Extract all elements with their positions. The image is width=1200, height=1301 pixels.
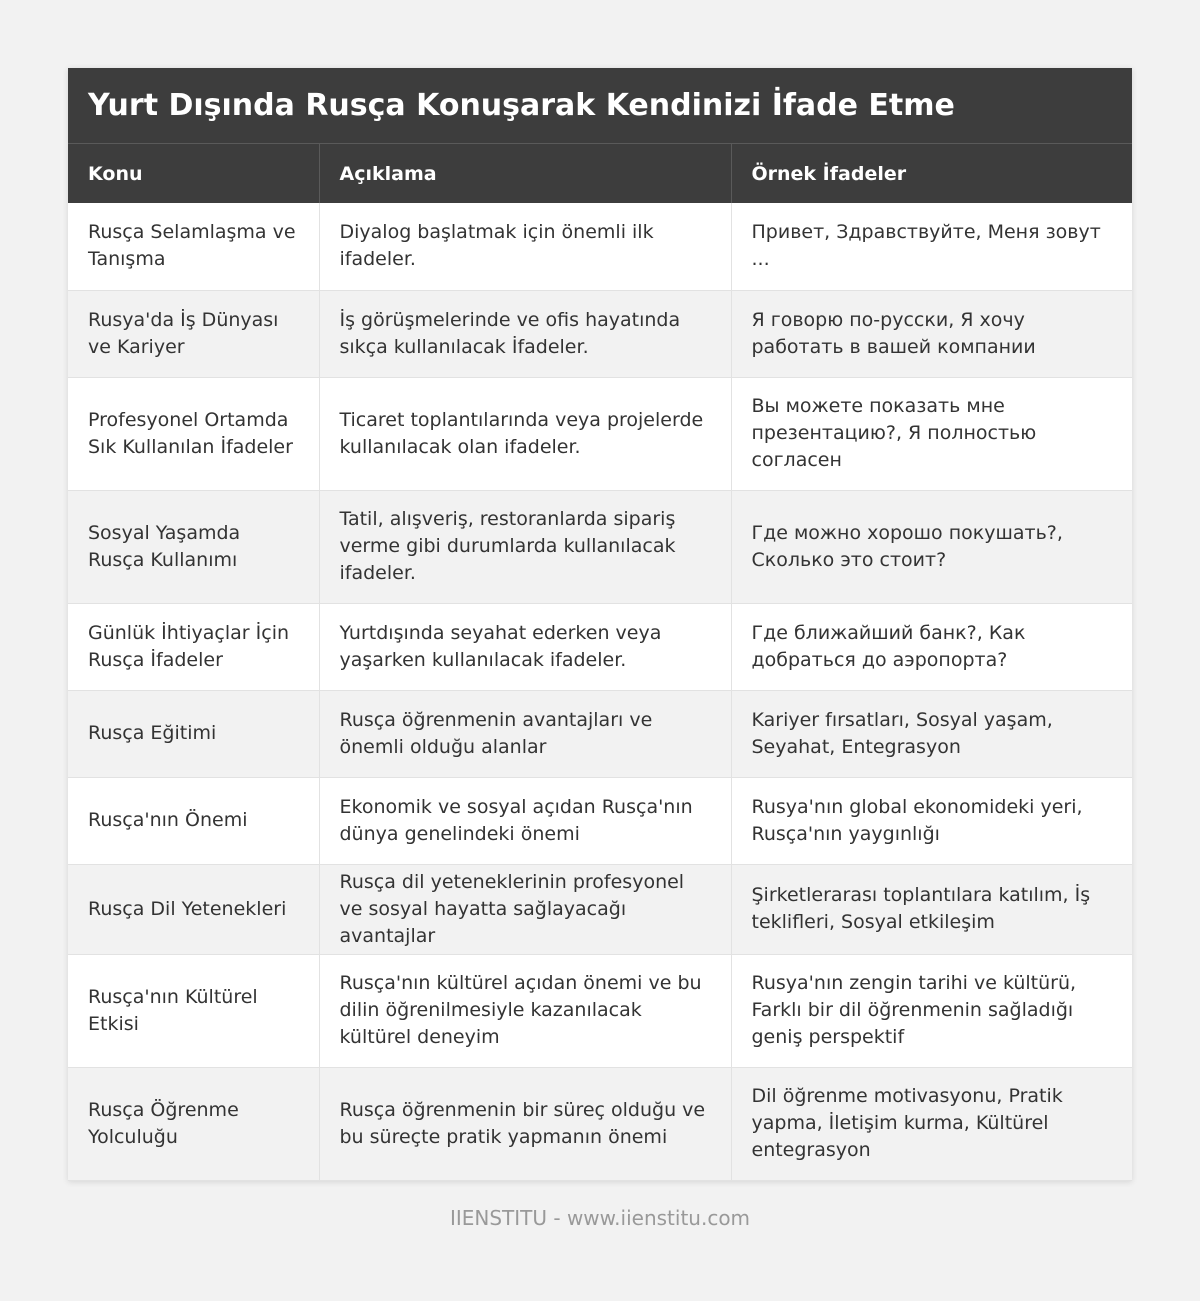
cell-examples: Где ближайший банк?, Как добраться до аэропорта? [731, 603, 1132, 690]
table-row [68, 603, 1132, 690]
table-row [68, 290, 1132, 377]
cell-description: İş görüşmelerinde ve ofis hayatında sıkça kullanılacak İfadeler. [319, 290, 731, 377]
cell-topic: Rusya'da İş Dünyası ve Kariyer [68, 290, 319, 377]
table-row [68, 777, 1132, 864]
table-row [68, 864, 1132, 954]
column-header-examples: Örnek İfadeler [731, 144, 1132, 203]
cell-description: Rusça öğrenmenin bir süreç olduğu ve bu süreçte pratik yapmanın önemi [319, 1067, 731, 1180]
cell-topic: Profesyonel Ortamda Sık Kullanılan İfadeler [68, 377, 319, 490]
cell-topic: Rusça Eğitimi [68, 690, 319, 777]
cell-examples: Şirketlerarası toplantılara katılım, İş teklifleri, Sosyal etkileşim [731, 864, 1132, 954]
table-row [68, 954, 1132, 1067]
cell-topic: Rusça Selamlaşma ve Tanışma [68, 203, 319, 290]
table-body [68, 203, 1132, 1180]
table-row [68, 690, 1132, 777]
phrases-table [68, 144, 1132, 1181]
cell-topic: Rusça'nın Önemi [68, 777, 319, 864]
table-row [68, 490, 1132, 603]
column-header-topic: Konu [68, 144, 319, 203]
content-card [68, 68, 1132, 1181]
cell-examples: Rusya'nın global ekonomideki yeri, Rusça'nın yaygınlığı [731, 777, 1132, 864]
cell-examples: Dil öğrenme motivasyonu, Pratik yapma, İletişim kurma, Kültürel entegrasyon [731, 1067, 1132, 1180]
cell-topic: Rusça'nın Kültürel Etkisi [68, 954, 319, 1067]
cell-description: Tatil, alışveriş, restoranlarda sipariş verme gibi durumlarda kullanılacak ifadeler. [319, 490, 731, 603]
cell-topic: Rusça Dil Yetenekleri [68, 864, 319, 954]
footer-credit: IIENSTITU - www.iienstitu.com [449, 1206, 751, 1230]
cell-description: Rusça öğrenmenin avantajları ve önemli olduğu alanlar [319, 690, 731, 777]
cell-description: Ekonomik ve sosyal açıdan Rusça'nın dünya genelindeki önemi [319, 777, 731, 864]
cell-examples: Rusya'nın zengin tarihi ve kültürü, Farklı bir dil öğrenmenin sağladığı geniş perspektif [731, 954, 1132, 1067]
cell-topic: Rusça Öğrenme Yolculuğu [68, 1067, 319, 1180]
cell-topic: Sosyal Yaşamda Rusça Kullanımı [68, 490, 319, 603]
cell-examples: Kariyer fırsatları, Sosyal yaşam, Seyahat, Entegrasyon [731, 690, 1132, 777]
column-header-description: Açıklama [319, 144, 731, 203]
table-row [68, 1067, 1132, 1180]
cell-topic: Günlük İhtiyaçlar İçin Rusça İfadeler [68, 603, 319, 690]
cell-examples: Я говорю по-русски, Я хочу работать в вашей компании [731, 290, 1132, 377]
cell-examples: Где можно хорошо покушать?, Сколько это стоит? [731, 490, 1132, 603]
cell-description: Ticaret toplantılarında veya projelerde kullanılacak olan ifadeler. [319, 377, 731, 490]
cell-examples: Вы можете показать мне презентацию?, Я полностью согласен [731, 377, 1132, 490]
cell-description: Diyalog başlatmak için önemli ilk ifadeler. [319, 203, 731, 290]
cell-description: Rusça dil yeteneklerinin profesyonel ve sosyal hayatta sağlayacağı avantajlar [319, 864, 731, 954]
cell-description: Rusça'nın kültürel açıdan önemi ve bu dilin öğrenilmesiyle kazanılacak kültürel deneyim [319, 954, 731, 1067]
table-row [68, 203, 1132, 290]
table-row [68, 377, 1132, 490]
page-title: Yurt Dışında Rusça Konuşarak Kendinizi İfade Etme [68, 68, 1132, 144]
cell-examples: Привет, Здравствуйте, Меня зовут ... [731, 203, 1132, 290]
cell-description: Yurtdışında seyahat ederken veya yaşarken kullanılacak ifadeler. [319, 603, 731, 690]
table-header [68, 144, 1132, 203]
header-row [68, 144, 1132, 203]
